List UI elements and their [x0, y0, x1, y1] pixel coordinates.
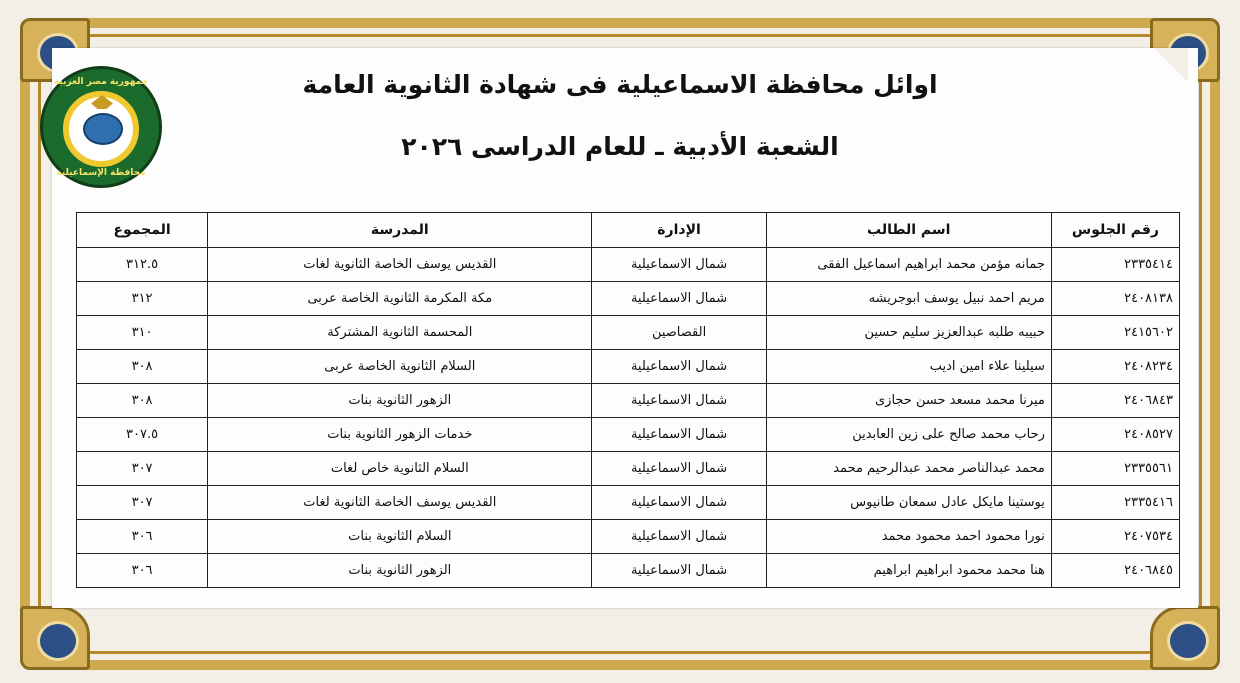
table-row: [77, 520, 1180, 554]
header-administration: الإدارة: [592, 213, 766, 248]
page-fold: [1154, 48, 1188, 82]
school-cell: القديس يوسف الخاصة الثانوية لغات: [208, 486, 592, 520]
total-cell: ٣٠٦: [77, 554, 208, 588]
total-cell: ٣١٢.٥: [77, 248, 208, 282]
student-name-cell: جمانه مؤمن محمد ابراهيم اسماعيل الفقى: [766, 248, 1051, 282]
total-cell: ٣٠٨: [77, 384, 208, 418]
administration-cell: شمال الاسماعيلية: [592, 486, 766, 520]
student-name-cell: محمد عبدالناصر محمد عبدالرحيم محمد: [766, 452, 1051, 486]
school-cell: خدمات الزهور الثانوية بنات: [208, 418, 592, 452]
page-subtitle: الشعبة الأدبية ـ للعام الدراسى ٢٠٢٦: [401, 132, 839, 161]
page-title: اوائل محافظة الاسماعيلية فى شهادة الثانوية العامة: [302, 70, 938, 99]
student-name-cell: هنا محمد محمود ابراهيم ابراهيم: [766, 554, 1051, 588]
administration-cell: شمال الاسماعيلية: [592, 248, 766, 282]
table-row: [77, 384, 1180, 418]
school-cell: السلام الثانوية بنات: [208, 520, 592, 554]
governorate-seal-logo: [40, 66, 162, 188]
school-cell: مكة المكرمة الثانوية الخاصة عربى: [208, 282, 592, 316]
student-name-cell: يوستينا مايكل عادل سمعان طانيوس: [766, 486, 1051, 520]
seat-number-cell: ٢٤١٥٦٠٢: [1051, 316, 1179, 350]
student-name-cell: سيلينا علاء امين اديب: [766, 350, 1051, 384]
total-cell: ٣٠٦: [77, 520, 208, 554]
seat-number-cell: ٢٤٠٦٨٤٣: [1051, 384, 1179, 418]
student-name-cell: نورا محمود احمد محمود محمد: [766, 520, 1051, 554]
seat-number-cell: ٢٤٠٨٥٢٧: [1051, 418, 1179, 452]
total-cell: ٣٠٧.٥: [77, 418, 208, 452]
table-row: [77, 316, 1180, 350]
header-student-name: اسم الطالب: [766, 213, 1051, 248]
seal-top-text: جمهورية مصر العربية: [53, 77, 149, 87]
administration-cell: شمال الاسماعيلية: [592, 418, 766, 452]
total-cell: ٣١٢: [77, 282, 208, 316]
total-cell: ٣٠٧: [77, 452, 208, 486]
administration-cell: القصاصين: [592, 316, 766, 350]
table-header-row: [77, 213, 1180, 248]
corner-ornament-icon: [1150, 606, 1220, 670]
table-row: [77, 452, 1180, 486]
student-name-cell: رحاب محمد صالح على زين العابدين: [766, 418, 1051, 452]
corner-ornament-icon: [20, 606, 90, 670]
seat-number-cell: ٢٣٣٥٤١٤: [1051, 248, 1179, 282]
administration-cell: شمال الاسماعيلية: [592, 384, 766, 418]
total-cell: ٣٠٧: [77, 486, 208, 520]
total-cell: ٣٠٨: [77, 350, 208, 384]
administration-cell: شمال الاسماعيلية: [592, 350, 766, 384]
school-cell: الزهور الثانوية بنات: [208, 554, 592, 588]
table-row: [77, 282, 1180, 316]
student-name-cell: مريم احمد نبيل يوسف ابوجريشه: [766, 282, 1051, 316]
seal-bottom-text: محافظة الإسماعيلية: [56, 168, 146, 178]
administration-cell: شمال الاسماعيلية: [592, 282, 766, 316]
results-table: [76, 212, 1180, 588]
student-name-cell: حبيبه طلبه عبدالعزيز سليم حسين: [766, 316, 1051, 350]
seat-number-cell: ٢٤٠٨١٣٨: [1051, 282, 1179, 316]
school-cell: السلام الثانوية الخاصة عربى: [208, 350, 592, 384]
school-cell: الزهور الثانوية بنات: [208, 384, 592, 418]
seat-number-cell: ٢٣٣٥٤١٦: [1051, 486, 1179, 520]
school-cell: السلام الثانوية خاص لغات: [208, 452, 592, 486]
table-row: [77, 350, 1180, 384]
seat-number-cell: ٢٤٠٦٨٤٥: [1051, 554, 1179, 588]
total-cell: ٣١٠: [77, 316, 208, 350]
student-name-cell: ميرنا محمد مسعد حسن حجازى: [766, 384, 1051, 418]
school-cell: القديس يوسف الخاصة الثانوية لغات: [208, 248, 592, 282]
administration-cell: شمال الاسماعيلية: [592, 452, 766, 486]
administration-cell: شمال الاسماعيلية: [592, 520, 766, 554]
seat-number-cell: ٢٣٣٥٥٦١: [1051, 452, 1179, 486]
header-total: المجموع: [77, 213, 208, 248]
ship-emblem-icon: [83, 113, 123, 145]
table-row: [77, 554, 1180, 588]
table-row: [77, 486, 1180, 520]
seat-number-cell: ٢٤٠٧٥٣٤: [1051, 520, 1179, 554]
table-row: [77, 418, 1180, 452]
seat-number-cell: ٢٤٠٨٢٣٤: [1051, 350, 1179, 384]
table-row: [77, 248, 1180, 282]
administration-cell: شمال الاسماعيلية: [592, 554, 766, 588]
header-school: المدرسة: [208, 213, 592, 248]
header-seat-number: رقم الجلوس: [1051, 213, 1179, 248]
school-cell: المحسمة الثانوية المشتركة: [208, 316, 592, 350]
